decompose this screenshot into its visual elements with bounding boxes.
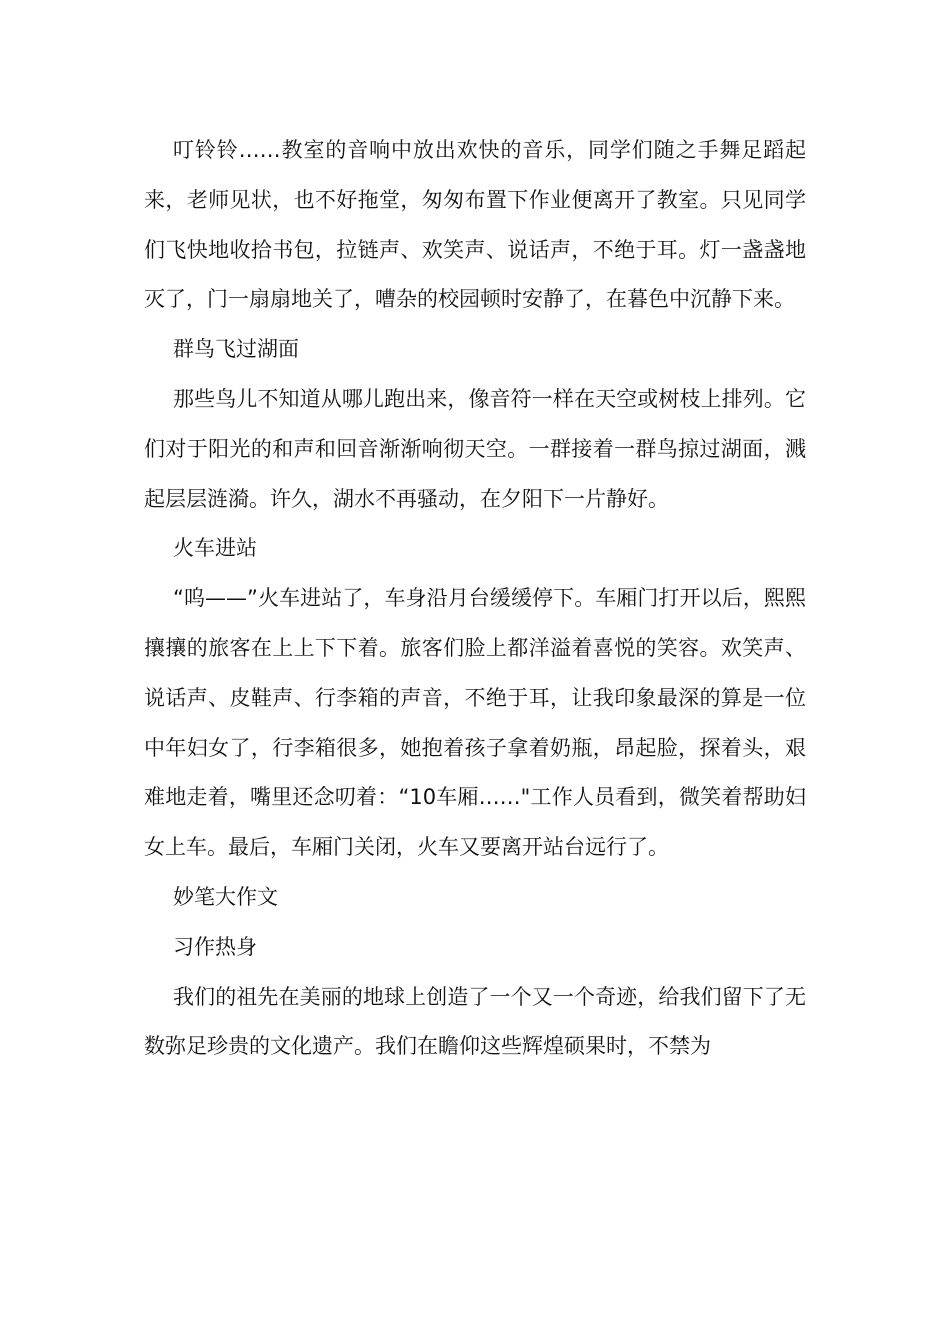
heading-writing-warmup: 习作热身 xyxy=(173,934,257,959)
paragraph-train-arrival: “呜——”火车进站了，车身沿月台缓缓停下。车厢门打开以后，熙熙攘攘的旅客在上上下下着。旅客们脸上都洋溢着喜悦的笑容。欢笑声、说话声、皮鞋声、行李箱的声音，不绝于耳，让我印象最深的算是一位中年妇女了，行李箱很多，她抱着孩子拿着奶瓶，昂起脸，探着头，艰难地走着，嘴里还念叨着：“10车厢……"工作人员看到，微笑着帮助妇女上车。最后，车厢门关闭，火车又要离开站台远行了。 xyxy=(144,586,806,860)
document-page xyxy=(144,126,806,1072)
heading-train-arrival: 火车进站 xyxy=(173,536,257,561)
heading-composition-section: 妙笔大作文 xyxy=(173,884,278,909)
heading-birds-over-lake: 群鸟飞过湖面 xyxy=(173,337,299,362)
paragraph-cultural-heritage: 我们的祖先在美丽的地球上创造了一个又一个奇迹，给我们留下了无数弥足珍贵的文化遗产。我们在瞻仰这些辉煌硕果时，不禁为 xyxy=(144,984,806,1059)
paragraph-school-dismissal: 叮铃铃……教室的音响中放出欢快的音乐，同学们随之手舞足蹈起来，老师见状，也不好拖堂，匆匆布置下作业便离开了教室。只见同学们飞快地收拾书包，拉链声、欢笑声、说话声，不绝于耳。灯一盏盏地灭了，门一扇扇地关了，嘈杂的校园顿时安静了，在暮色中沉静下来。 xyxy=(144,138,806,312)
paragraph-birds-over-lake: 那些鸟儿不知道从哪儿跑出来，像音符一样在天空或树枝上排列。它们对于阳光的和声和回音渐渐响彻天空。一群接着一群鸟掠过湖面，溅起层层涟漪。许久，湖水不再骚动，在夕阳下一片静好。 xyxy=(144,386,806,511)
